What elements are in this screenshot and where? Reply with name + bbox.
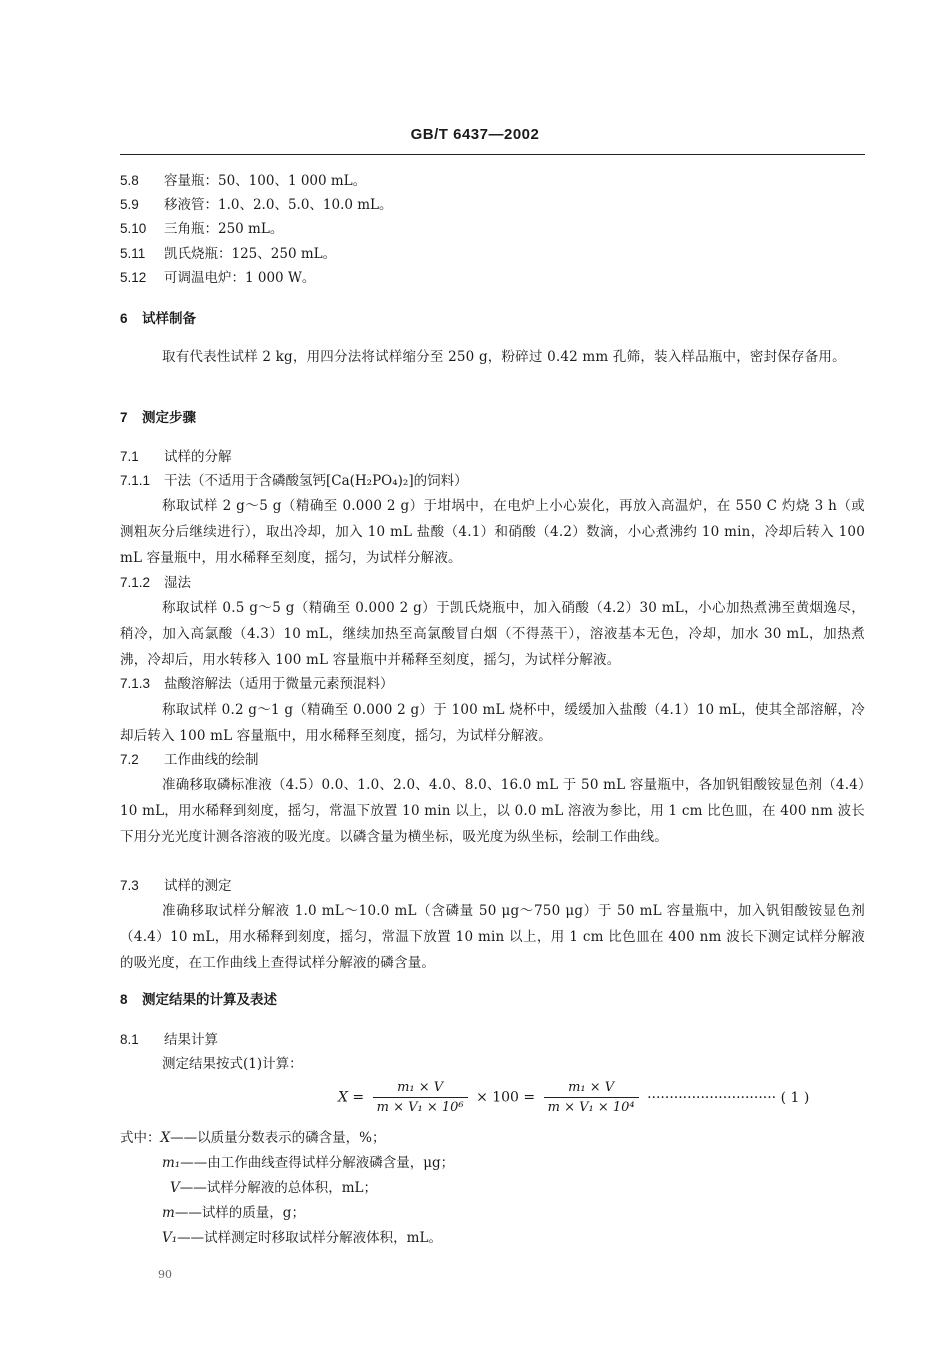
list-item: [120, 268, 315, 288]
paragraph-sample-measurement: 准确移取试样分解液 1.0 mL～10.0 mL（含磷量 50 μg～750 μg）于 50 mL 容量瓶中，加入钒钼酸铵显色剂（4.4）10 mL，用水稀释到刻度，摇匀，常温下放置 10 min 以上，用 1 cm 比色皿在 400 nm 波长下测定试样分解液的吸光度，在工作曲线上查得试样分解液的磷含量。: [120, 903, 865, 971]
item-text: 三角瓶：250 mL。: [164, 221, 284, 237]
item-text: 凯氏烧瓶：125、250 mL。: [164, 246, 337, 262]
section-heading-6: 6 试样制备: [120, 311, 196, 327]
list-item: [120, 195, 393, 215]
item-number: 5.11: [120, 246, 146, 261]
denominator: m × V₁ × 10⁶: [376, 1100, 464, 1115]
item-text: 移液管：1.0、2.0、5.0、10.0 mL。: [164, 197, 393, 213]
item-number: 5.12: [120, 270, 147, 285]
subsection-heading-7-1-3: 7.1.3 盐酸溶解法（适用于微量元素预混料）: [120, 676, 394, 692]
paragraph-calibration-curve: 准确移取磷标准液（4.5）0.0、1.0、2.0、4.0、8.0、16.0 mL 于 50 mL 容量瓶中，各加钒钼酸铵显色剂（4.4）10 mL，用水稀释到刻度，摇匀，常温下放置 10 min 以上，以 0.0 mL 溶液为参比，用 1 cm 比色皿，在 400 nm 波长下用分光光度计测各溶液的吸光度。以磷含量为横坐标，吸光度为纵坐标，绘制工作曲线。: [120, 777, 865, 845]
numerator: m₁ × V: [544, 1080, 639, 1098]
section-heading-7: 7 测定步骤: [120, 410, 196, 426]
subsection-heading-7-3: 7.3 试样的测定: [120, 878, 232, 894]
item-number: 5.9: [120, 197, 139, 212]
formula-1: [338, 1080, 809, 1120]
formula-intro: 测定结果按式(1)计算：: [162, 1056, 303, 1072]
page-header: GB/T 6437—2002: [410, 126, 540, 143]
subsection-heading-7-1-1: 7.1.1 干法（不适用于含磷酸氢钙[Ca(H₂PO₄)₂]的饲料）: [120, 473, 468, 489]
page-number: 90: [158, 1268, 172, 1281]
item-number: 5.8: [120, 173, 139, 188]
subsection-heading-7-1: 7.1 试样的分解: [120, 449, 232, 465]
item-text: 容量瓶：50、100、1 000 mL。: [164, 173, 367, 189]
definition-item: m₁——由工作曲线查得试样分解液磷含量，μg；: [162, 1155, 455, 1171]
paragraph-wet-method: 称取试样 0.5 g～5 g（精确至 0.000 2 g）于凯氏烧瓶中，加入硝酸（4.2）30 mL，小心加热煮沸至黄烟逸尽，稍冷，加入高氯酸（4.3）10 mL，继续加热至高氯酸冒白烟（不得蒸干），溶液基本无色，冷却，加水 30 mL，加热煮沸，冷却后，用水转移入 100 mL 容量瓶中并稀释至刻度，摇匀，为试样分解液。: [120, 600, 865, 668]
fraction: [373, 1080, 468, 1115]
list-item: [120, 171, 366, 191]
subsection-heading-7-2: 7.2 工作曲线的绘制: [120, 752, 259, 768]
paragraph-sample-prep: 取有代表性试样 2 kg，用四分法将试样缩分至 250 g，粉碎过 0.42 mm 孔筛，装入样品瓶中，密封保存备用。: [162, 349, 846, 365]
item-text: 可调温电炉：1 000 W。: [164, 270, 316, 286]
formula-operator: × 100 =: [476, 1089, 536, 1106]
subsection-heading-8-1: 8.1 结果计算: [120, 1032, 218, 1048]
formula-lhs: X =: [338, 1089, 365, 1106]
denominator: m × V₁ × 10⁴: [547, 1100, 635, 1115]
definition-item: 式中：X——以质量分数表示的磷含量，%；: [120, 1130, 386, 1146]
list-item: [120, 219, 283, 239]
item-number: 5.10: [120, 221, 147, 236]
header-rule: [120, 154, 865, 155]
definition-item: m——试样的质量，g；: [162, 1205, 305, 1221]
subsection-heading-7-1-2: 7.1.2 湿法: [120, 575, 191, 591]
paragraph-hcl-method: 称取试样 0.2 g～1 g（精确至 0.000 2 g）于 100 mL 烧杯中，缓缓加入盐酸（4.1）10 mL，使其全部溶解，冷却后转入 100 mL 容量瓶中，用水稀释至刻度，摇匀，为试样分解液。: [120, 702, 865, 744]
list-item: [120, 244, 336, 264]
fraction: [544, 1080, 639, 1115]
equation-label: ( 1 ): [780, 1089, 810, 1106]
numerator: m₁ × V: [373, 1080, 468, 1098]
section-heading-8: 8 测定结果的计算及表述: [120, 992, 277, 1008]
definition-item: V₁——试样测定时移取试样分解液体积，mL。: [162, 1230, 442, 1246]
leader-dots: ·····························: [647, 1089, 777, 1106]
definition-item: V——试样分解液的总体积，mL；: [170, 1180, 378, 1196]
paragraph-dry-method: 称取试样 2 g～5 g（精确至 0.000 2 g）于坩埚中，在电炉上小心炭化，再放入高温炉，在 550 C 灼烧 3 h（或测粗灰分后继续进行），取出冷却，加入 10 mL 盐酸（4.1）和硝酸（4.2）数滴，小心煮沸约 10 min，冷却后转入 100 mL 容量瓶中，用水稀释至刻度，摇匀，为试样分解液。: [120, 498, 865, 566]
